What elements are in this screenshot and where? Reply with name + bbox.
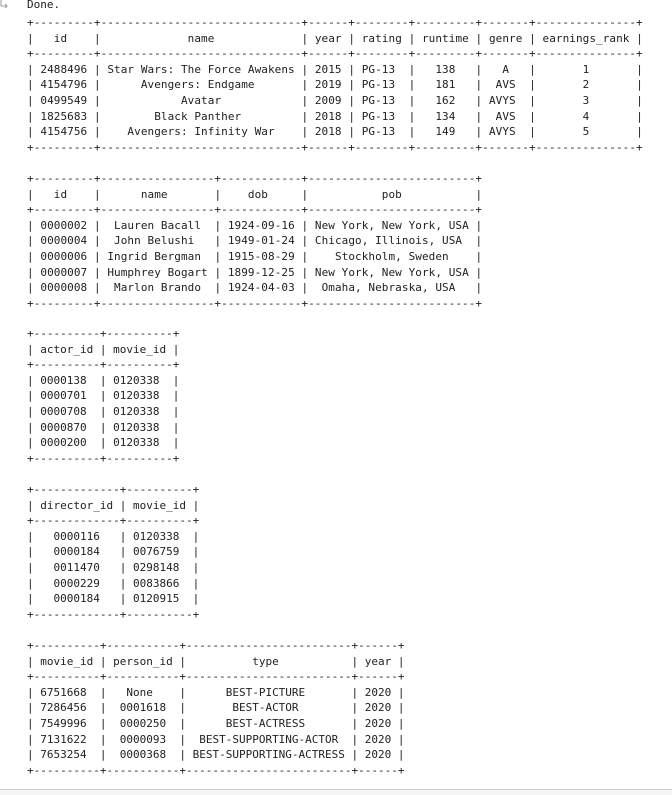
table-cell: 0000116 <box>40 529 114 543</box>
table-cell: 134 <box>421 109 469 123</box>
table-row: | 0000870 | 0120338 | <box>27 420 180 434</box>
status-text: Done. <box>27 0 61 11</box>
table-cell: 0000006 <box>40 249 88 263</box>
table-border: +----------+----------+ <box>27 327 180 340</box>
table-cell: 2 <box>542 78 630 92</box>
table-border: +-------------+----------+ <box>27 607 200 621</box>
table-cell: AVS <box>488 109 523 123</box>
table-cell: 6751668 <box>40 685 94 699</box>
table-cell: BEST-ACTOR <box>192 701 345 715</box>
table-cell: 2018 <box>314 125 342 139</box>
table-row: | 0499549 | Avatar | 2009 | PG-13 | 162 | AVYS | 3 | <box>27 93 643 107</box>
table-row: | 0000002 | Lauren Bacall | 1924-09-16 | New York, New York, USA | <box>27 218 483 232</box>
table-cell: 2019 <box>314 78 342 92</box>
table-cell: Humphrey Bogart <box>107 265 208 279</box>
table-cell: 0000229 <box>40 576 114 590</box>
people-table <box>27 171 482 311</box>
table-cell: 7549996 <box>40 716 94 730</box>
column-header: director_id <box>40 498 114 512</box>
table-cell: 2020 <box>364 748 392 762</box>
table-cell: 0000007 <box>40 265 88 279</box>
table-cell: 1825683 <box>40 109 88 123</box>
table-cell: Black Panther <box>107 109 295 123</box>
table-cell: BEST-ACTRESS <box>192 716 345 730</box>
table-cell: BEST-PICTURE <box>192 685 345 699</box>
table-cell: 2488496 <box>40 62 88 76</box>
table-row: | 0000701 | 0120338 | <box>27 389 180 403</box>
column-header: movie_id <box>113 342 167 356</box>
column-header: genre <box>488 31 523 45</box>
table-cell: 7653254 <box>40 748 94 762</box>
table-cell: 2015 <box>314 62 342 76</box>
table-cell: 181 <box>421 78 469 92</box>
table-border: +---------+-----------------+------------+-------------------------+ <box>27 296 483 310</box>
table-cell: 162 <box>421 93 469 107</box>
table-row: | 0000184 | 0076759 | <box>27 545 200 559</box>
header-row: | director_id | movie_id | <box>27 498 200 512</box>
table-row: | 0011470 | 0298148 | <box>27 560 200 574</box>
output-bottom-border <box>0 789 672 795</box>
table-cell: PG-13 <box>361 93 402 107</box>
table-cell: 5 <box>542 125 630 139</box>
table-cell: 0120338 <box>113 436 167 450</box>
table-row: | 0000184 | 0120915 | <box>27 592 200 606</box>
column-header: dob <box>227 187 295 201</box>
table-cell: 0000368 <box>113 748 173 762</box>
column-header: name <box>107 187 208 201</box>
table-cell: Marlon Brando <box>107 281 208 295</box>
column-header: year <box>314 31 342 45</box>
table-cell: New York, New York, USA <box>314 265 469 279</box>
table-cell: Omaha, Nebraska, USA <box>314 281 469 295</box>
table-cell: 1924-04-03 <box>227 281 295 295</box>
column-header: earnings_rank <box>542 31 630 45</box>
table-row: | 0000116 | 0120338 | <box>27 529 200 543</box>
table-cell: 2018 <box>314 109 342 123</box>
column-header: rating <box>361 31 402 45</box>
column-header: type <box>192 654 345 668</box>
table-border: +-------------+----------+ <box>27 483 200 496</box>
column-header: person_id <box>113 654 173 668</box>
table-border: +---------+------------------------------+------+--------+---------+-------+---------------+ <box>27 16 643 29</box>
table-border: +----------+-----------+-------------------------+------+ <box>27 763 405 777</box>
table-cell: 2009 <box>314 93 342 107</box>
table-cell: 0000002 <box>40 218 88 232</box>
table-cell: 149 <box>421 125 469 139</box>
directors-table <box>27 482 199 622</box>
table-row: | 0000008 | Marlon Brando | 1924-04-03 | Omaha, Nebraska, USA | <box>27 281 483 295</box>
column-header: movie_id <box>40 654 94 668</box>
table-cell: 4 <box>542 109 630 123</box>
table-cell: Avengers: Infinity War <box>107 125 295 139</box>
table-cell: 2020 <box>364 732 392 746</box>
table-cell: Lauren Bacall <box>107 218 208 232</box>
table-cell: Avengers: Endgame <box>107 78 295 92</box>
table-cell: 0000184 <box>40 592 114 606</box>
table-row: | 1825683 | Black Panther | 2018 | PG-13 | 134 | AVS | 4 | <box>27 109 643 123</box>
table-cell: AVS <box>488 78 523 92</box>
table-cell: 0120338 <box>132 529 186 543</box>
table-border: +---------+-----------------+------------+-------------------------+ <box>27 203 483 217</box>
movies-table <box>27 15 643 155</box>
table-cell: 0120338 <box>113 420 167 434</box>
table-cell: 1899-12-25 <box>227 265 295 279</box>
table-border: +----------+-----------+-------------------------+------+ <box>27 639 405 652</box>
table-row: | 7131622 | 0000093 | BEST-SUPPORTING-ACTOR | 2020 | <box>27 732 405 746</box>
table-cell: A <box>488 62 523 76</box>
oscars-table <box>27 638 405 778</box>
table-cell: 0120915 <box>132 592 186 606</box>
table-cell: 0000004 <box>40 234 88 248</box>
table-cell: PG-13 <box>361 62 402 76</box>
table-cell: 0083866 <box>132 576 186 590</box>
header-row: | actor_id | movie_id | <box>27 342 180 356</box>
table-cell: 0120338 <box>113 404 167 418</box>
table-row: | 0000004 | John Belushi | 1949-01-24 | Chicago, Illinois, USA | <box>27 234 483 248</box>
table-cell: 0000200 <box>40 436 94 450</box>
table-cell: 1924-09-16 <box>227 218 295 232</box>
column-header: id <box>40 187 88 201</box>
table-cell: 4154756 <box>40 125 88 139</box>
column-header: actor_id <box>40 342 94 356</box>
table-row: | 7549996 | 0000250 | BEST-ACTRESS | 2020 | <box>27 716 405 730</box>
table-row: | 6751668 | None | BEST-PICTURE | 2020 | <box>27 685 405 699</box>
table-border: +----------+-----------+-------------------------+------+ <box>27 670 405 684</box>
table-cell: Stockholm, Sweden <box>314 249 469 263</box>
table-cell: 0000093 <box>113 732 173 746</box>
table-cell: 138 <box>421 62 469 76</box>
table-cell: Chicago, Illinois, USA <box>314 234 469 248</box>
table-cell: 0120338 <box>113 389 167 403</box>
table-cell: 0011470 <box>40 560 114 574</box>
table-border: +---------+------------------------------+------+--------+---------+-------+---------------+ <box>27 47 643 61</box>
table-cell: 0001618 <box>113 701 173 715</box>
table-row: | 7286456 | 0001618 | BEST-ACTOR | 2020 | <box>27 701 405 715</box>
table-border: +-------------+----------+ <box>27 514 200 528</box>
column-header: runtime <box>421 31 469 45</box>
table-row: | 0000229 | 0083866 | <box>27 576 200 590</box>
table-cell: 0000184 <box>40 545 114 559</box>
table-cell: 0499549 <box>40 93 88 107</box>
table-cell: AVYS <box>488 93 523 107</box>
table-row: | 0000007 | Humphrey Bogart | 1899-12-25 | New York, New York, USA | <box>27 265 483 279</box>
table-cell: 2020 <box>364 716 392 730</box>
output-arrow-icon <box>0 0 10 9</box>
column-header: pob <box>314 187 469 201</box>
table-cell: 7286456 <box>40 701 94 715</box>
header-row: | id | name | dob | pob | <box>27 187 483 201</box>
table-cell: AVYS <box>488 125 523 139</box>
table-cell: 0000250 <box>113 716 173 730</box>
table-cell: 0000701 <box>40 389 94 403</box>
table-cell: 0000708 <box>40 404 94 418</box>
table-cell: PG-13 <box>361 109 402 123</box>
column-header: year <box>364 654 392 668</box>
table-cell: 1 <box>542 62 630 76</box>
table-cell: PG-13 <box>361 78 402 92</box>
table-row: | 7653254 | 0000368 | BEST-SUPPORTING-ACTRESS | 2020 | <box>27 748 405 762</box>
column-header: id <box>40 31 88 45</box>
table-cell: John Belushi <box>107 234 208 248</box>
table-cell: 0000138 <box>40 373 94 387</box>
table-cell: 0120338 <box>113 373 167 387</box>
table-cell: PG-13 <box>361 125 402 139</box>
table-border: +---------+------------------------------+------+--------+---------+-------+---------------+ <box>27 140 643 154</box>
table-cell: Star Wars: The Force Awakens <box>107 62 295 76</box>
header-row: | id | name | year | rating | runtime | genre | earnings_rank | <box>27 31 643 45</box>
table-cell: 0000008 <box>40 281 88 295</box>
table-cell: BEST-SUPPORTING-ACTRESS <box>192 748 345 762</box>
table-cell: None <box>113 685 173 699</box>
table-cell: 0076759 <box>132 545 186 559</box>
table-border: +---------+-----------------+------------+-------------------------+ <box>27 172 483 185</box>
table-cell: 2020 <box>364 701 392 715</box>
table-border: +----------+----------+ <box>27 358 180 372</box>
table-cell: 1949-01-24 <box>227 234 295 248</box>
table-row: | 0000200 | 0120338 | <box>27 436 180 450</box>
table-cell: Ingrid Bergman <box>107 249 208 263</box>
stars-table <box>27 326 179 466</box>
table-cell: 7131622 <box>40 732 94 746</box>
table-border: +----------+----------+ <box>27 451 180 465</box>
header-row: | movie_id | person_id | type | year | <box>27 654 405 668</box>
table-row: | 0000138 | 0120338 | <box>27 373 180 387</box>
table-cell: Avatar <box>107 93 295 107</box>
table-row: | 0000708 | 0120338 | <box>27 404 180 418</box>
table-cell: 4154796 <box>40 78 88 92</box>
table-cell: 2020 <box>364 685 392 699</box>
table-cell: 0298148 <box>132 560 186 574</box>
table-cell: 1915-08-29 <box>227 249 295 263</box>
table-row: | 4154756 | Avengers: Infinity War | 2018 | PG-13 | 149 | AVYS | 5 | <box>27 125 643 139</box>
table-cell: BEST-SUPPORTING-ACTOR <box>192 732 345 746</box>
table-row: | 2488496 | Star Wars: The Force Awakens | 2015 | PG-13 | 138 | A | 1 | <box>27 62 643 76</box>
table-cell: New York, New York, USA <box>314 218 469 232</box>
table-row: | 4154796 | Avengers: Endgame | 2019 | PG-13 | 181 | AVS | 2 | <box>27 78 643 92</box>
table-row: | 0000006 | Ingrid Bergman | 1915-08-29 | Stockholm, Sweden | <box>27 249 483 263</box>
table-cell: 0000870 <box>40 420 94 434</box>
table-cell: 3 <box>542 93 630 107</box>
column-header: name <box>107 31 295 45</box>
column-header: movie_id <box>132 498 186 512</box>
